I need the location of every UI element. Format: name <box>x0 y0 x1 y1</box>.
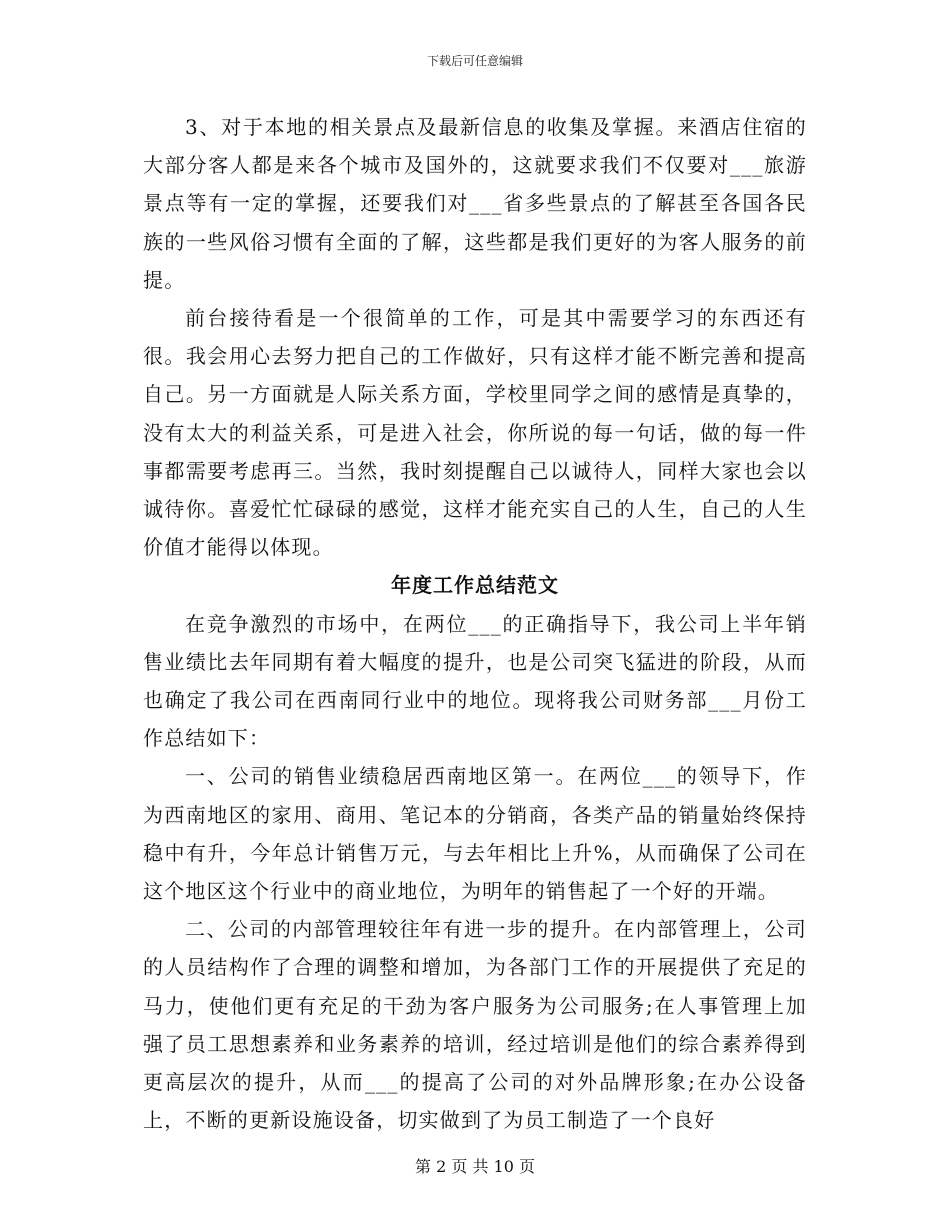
page-header: 下载后可任意编辑 <box>426 54 523 68</box>
paragraph-attractions: 3、对于本地的相关景点及最新信息的收集及掌握。来酒店住宿的大部分客人都是来各个城市及国外的，这就要求我们不仅要对___旅游景点等有一定的掌握，还要我们对___省多些景点的了解甚至各国各民族的一些风俗习惯有全面的了解，这些都是我们更好的为客人服务的前提。 <box>143 115 807 292</box>
paragraph-management: 二、公司的内部管理较往年有进一步的提升。在内部管理上，公司的人员结构作了合理的调整和增加，为各部门工作的开展提供了充足的马力，使他们更有充足的干劲为客户服务为公司服务;在人事管理上加强了员工思想素养和业务素养的培训，经过培训是他们的综合素养得到更高层次的提升，从而___的提高了公司的对外品牌形象;在办公设备上，不断的更新设施设备，切实做到了为员工制造了一个良好 <box>143 917 807 1133</box>
paragraph-intro: 在竞争激烈的市场中，在两位___的正确指导下，我公司上半年销售业绩比去年同期有着大幅度的提升，也是公司突飞猛进的阶段，从而也确定了我公司在西南同行业中的地位。现将我公司财务部___月份工作总结如下： <box>143 611 807 751</box>
paragraph-sales: 一、公司的销售业绩稳居西南地区第一。在两位___的领导下，作为西南地区的家用、商用、笔记本的分销商，各类产品的销量始终保持稳中有升，今年总计销售万元，与去年相比上升%，从而确保了公司在这个地区这个行业中的商业地位，为明年的销售起了一个好的开端。 <box>143 764 807 904</box>
paragraph-front-desk: 前台接待看是一个很简单的工作，可是其中需要学习的东西还有很。我会用心去努力把自己的工作做好，只有这样才能不断完善和提高自己。另一方面就是人际关系方面，学校里同学之间的感情是真挚的，没有太大的利益关系，可是进入社会，你所说的每一句话，做的每一件事都需要考虑再三。当然，我时刻提醒自己以诚待人，同样大家也会以诚待你。喜爱忙忙碌碌的感觉，这样才能充实自己的人生，自己的人生价值才能得以体现。 <box>143 306 807 560</box>
page-footer: 第 2 页 共 10 页 <box>415 1157 535 1176</box>
document-body <box>143 108 807 1139</box>
section-title: 年度工作总结范文 <box>391 573 559 598</box>
